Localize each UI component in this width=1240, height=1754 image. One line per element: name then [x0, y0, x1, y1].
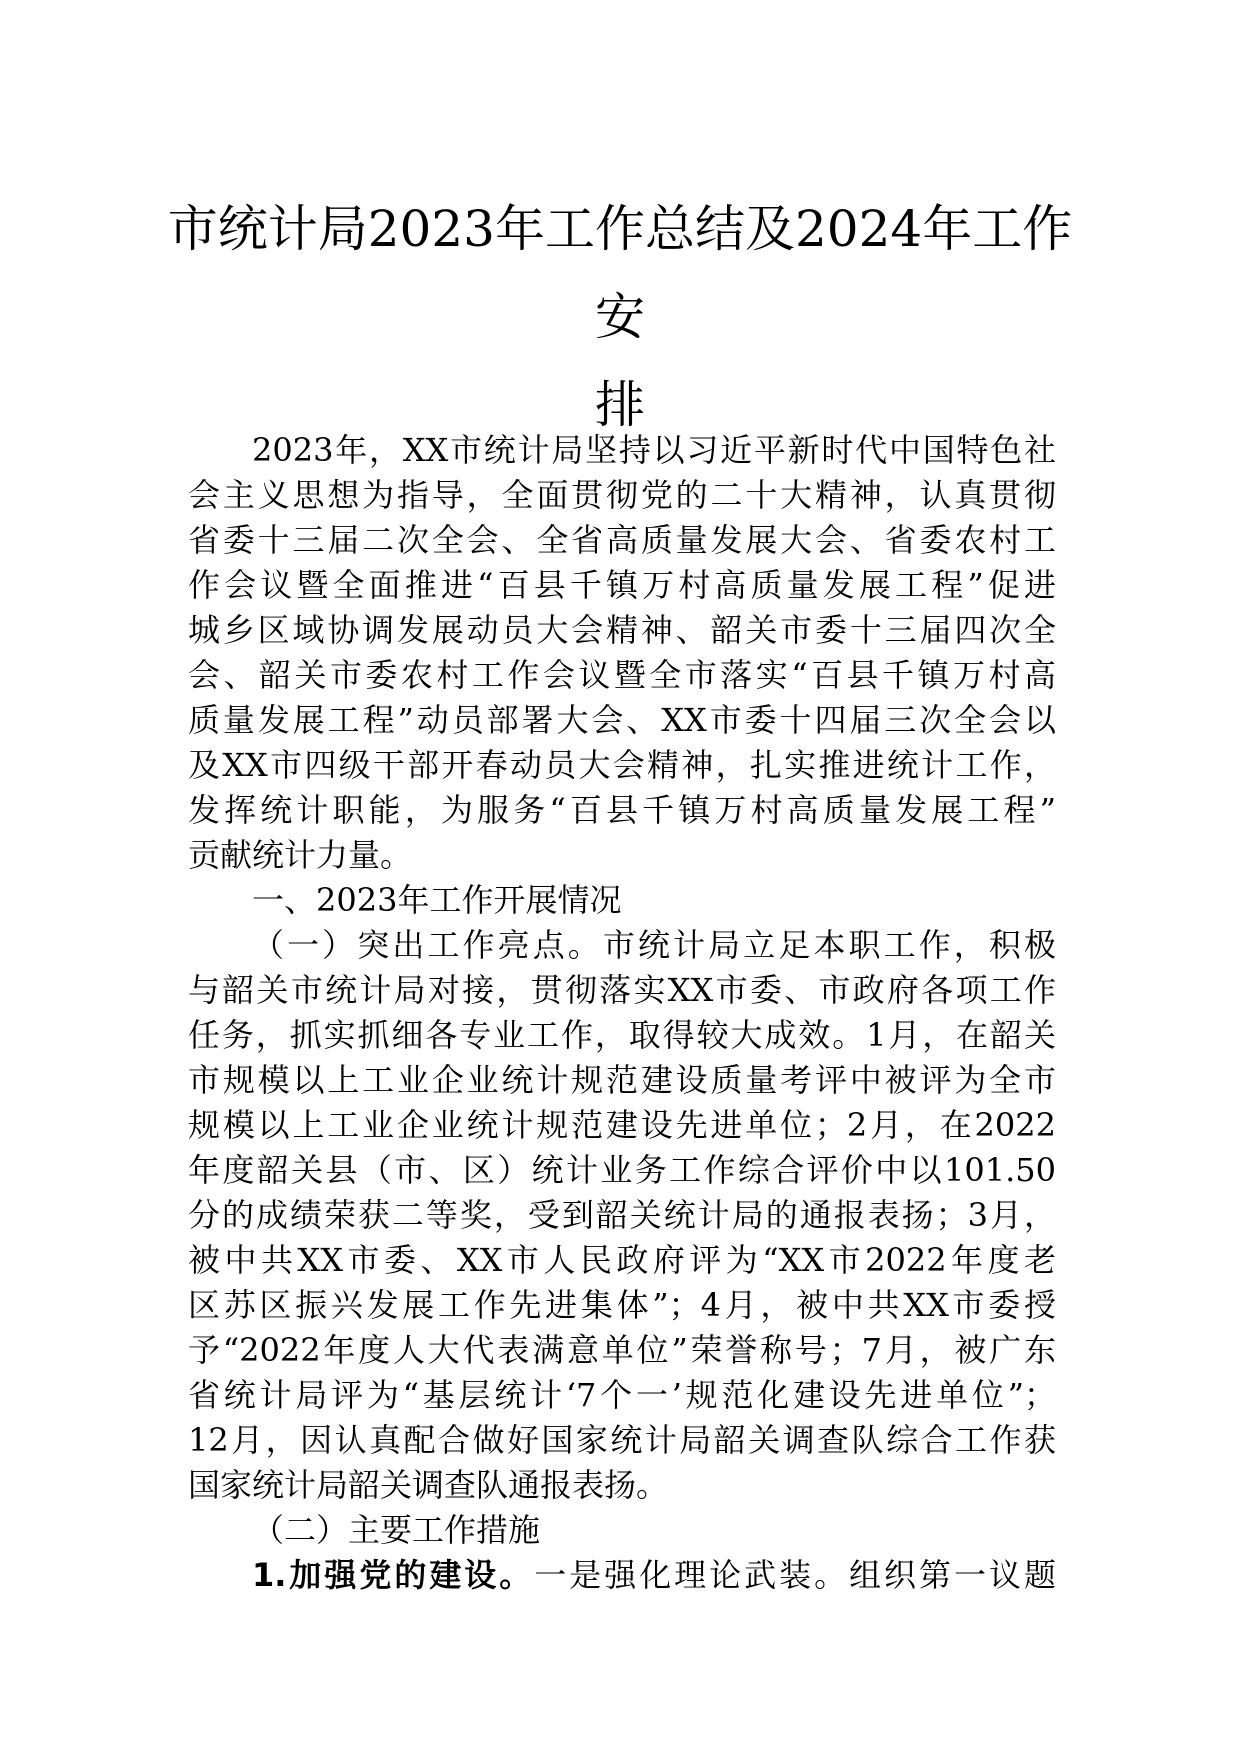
title-line-2: 排 [595, 376, 645, 434]
intro-paragraph [188, 428, 1056, 878]
paragraph-line: 发挥统计职能，为服务“百县千镇万村高质量发展工程” [188, 791, 1056, 829]
paragraph-line: 被中共XX市委、XX市人民政府评为“XX市2022年度老 [188, 1241, 1056, 1279]
paragraph-line [188, 1553, 1056, 1598]
paragraph-line: 会主义思想为指导，全面贯彻党的二十大精神，认真贯彻 [188, 476, 1056, 514]
paragraph-line: 分的成绩荣获二等奖，受到韶关统计局的通报表扬；3月， [188, 1196, 1056, 1234]
document-body [188, 428, 1056, 1598]
paragraph-line: 作会议暨全面推进“百县千镇万村高质量发展工程”促进 [188, 566, 1056, 604]
section-heading: 一、2023年工作开展情况 [252, 881, 622, 919]
paragraph-line: 质量发展工程”动员部署大会、XX市委十四届三次全会以 [188, 701, 1056, 739]
paragraph-line: （一）突出工作亮点。市统计局立足本职工作，积极 [252, 926, 1056, 964]
paragraph-line: 与韶关市统计局对接，贯彻落实XX市委、市政府各项工作 [188, 971, 1056, 1009]
section-heading: （二）主要工作措施 [252, 1511, 541, 1549]
paragraph-line: 市规模以上工业企业统计规范建设质量考评中被评为全市 [188, 1061, 1056, 1099]
bold-lead: 1.加强党的建设。 [252, 1556, 535, 1594]
paragraph-line: 12月，因认真配合做好国家统计局韶关调查队综合工作获 [188, 1421, 1056, 1459]
paragraph-line: 贡献统计力量。 [188, 836, 413, 874]
paragraph-line: 国家统计局韶关调查队通报表扬。 [188, 1466, 669, 1504]
paragraph-text: 一是强化理论武装。组织第一议题 [534, 1556, 1056, 1594]
paragraph-line: 2023年，XX市统计局坚持以习近平新时代中国特色社 [252, 431, 1056, 469]
document-title [150, 185, 1090, 449]
paragraph-line: 省统计局评为“基层统计‘7个一’规范化建设先进单位”； [188, 1376, 1056, 1414]
title-line-1: 市统计局2023年工作总结及2024年工作安 [167, 200, 1073, 346]
paragraph-line: 区苏区振兴发展工作先进集体”；4月，被中共XX市委授 [188, 1286, 1056, 1324]
subsection-heading [188, 1508, 1056, 1553]
paragraph-line: 及XX市四级干部开春动员大会精神，扎实推进统计工作， [188, 746, 1056, 784]
paragraph-line: 城乡区域协调发展动员大会精神、韶关市委十三届四次全 [188, 611, 1056, 649]
paragraph-line: 规模以上工业企业统计规范建设先进单位；2月，在2022 [188, 1106, 1056, 1144]
paragraph-line: 会、韶关市委农村工作会议暨全市落实“百县千镇万村高 [188, 656, 1056, 694]
paragraph-line: 省委十三届二次全会、全省高质量发展大会、省委农村工 [188, 521, 1056, 559]
highlights-paragraph [188, 923, 1056, 1508]
paragraph-line: 予“2022年度人大代表满意单位”荣誉称号；7月，被广东 [188, 1331, 1056, 1369]
party-building-paragraph [188, 1553, 1056, 1598]
paragraph-line: 年度韶关县（市、区）统计业务工作综合评价中以101.50 [188, 1151, 1056, 1189]
section-heading-1 [188, 878, 1056, 923]
paragraph-line: 任务，抓实抓细各专业工作，取得较大成效。1月，在韶关 [188, 1016, 1056, 1054]
